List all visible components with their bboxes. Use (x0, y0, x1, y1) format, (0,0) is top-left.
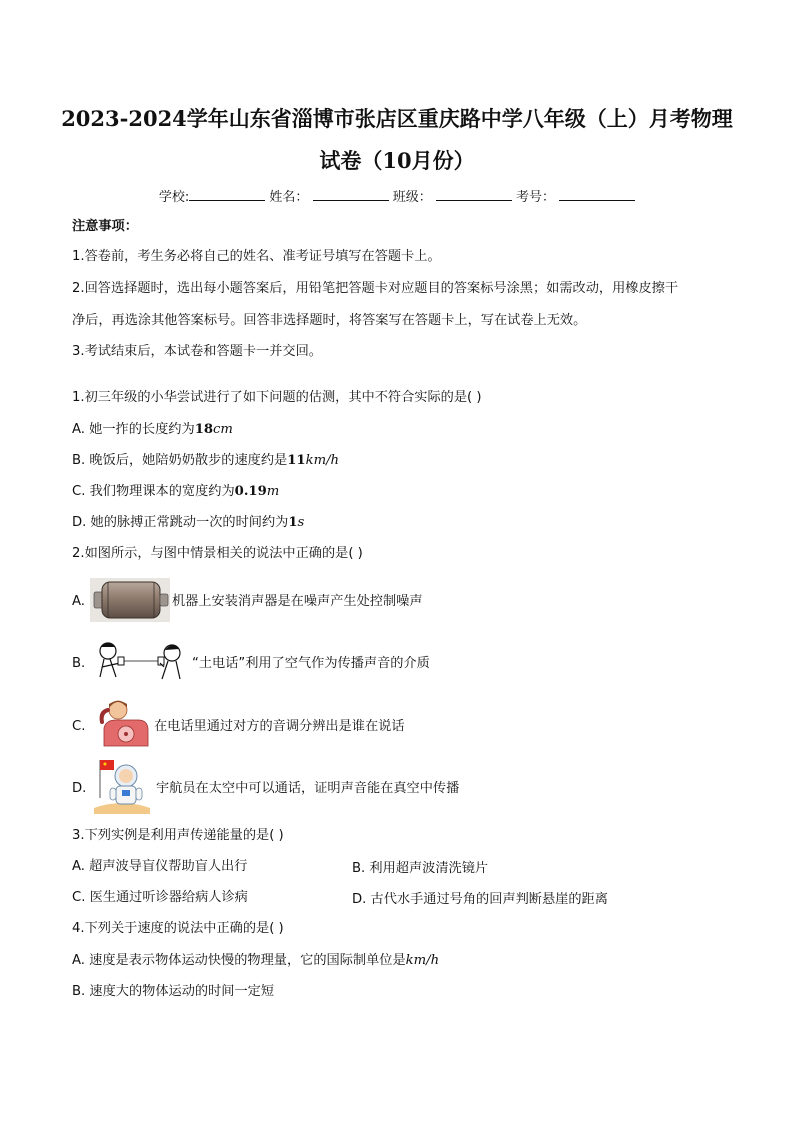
question-3-stem: 3.下列实例是利用声传递能量的是( ) (72, 828, 284, 843)
q1-option-c-value: 0.19 (234, 484, 267, 499)
q1-option-a-value: 18 (194, 422, 214, 437)
q3-option-d[interactable]: D. 古代水手通过号角的回声判断悬崖的距离 (352, 892, 608, 907)
q1-option-a-text: A. 她一拃的长度约为 (72, 422, 195, 437)
notice-item: 3.考试结束后，本试卷和答题卡一并交回。 (72, 344, 322, 359)
q1-option-b-text: B. 晚饭后，她陪奶奶散步的速度约是 (72, 453, 288, 468)
notice-item: 1.答卷前，考生务必将自己的姓名、准考证号填写在答题卡上。 (72, 249, 441, 264)
question-2-stem: 2.如图所示，与图中情景相关的说法中正确的是( ) (72, 546, 363, 561)
q1-option-a[interactable] (72, 420, 233, 440)
q1-option-d-unit: s (297, 515, 305, 530)
q4-option-a-text: A. 速度是表示物体运动快慢的物理量，它的国际制单位是 (72, 953, 406, 968)
q4-option-a[interactable] (72, 951, 439, 971)
q2-option-b-text[interactable]: “土电话”利用了空气作为传播声音的介质 (192, 656, 430, 671)
number-blank[interactable] (559, 188, 635, 201)
q2-option-c-text[interactable]: 在电话里通过对方的音调分辨出是谁在说话 (154, 719, 405, 734)
class-blank[interactable] (436, 188, 512, 201)
exam-title-line1: 2023-2024学年山东省淄博市张店区重庆路中学八年级（上）月考物理 (61, 106, 733, 131)
telephone-image (98, 698, 154, 752)
name-label: 姓名： (269, 190, 309, 205)
notice-item: 2.回答选择题时，选出每小题答案后，用铅笔把答题卡对应题目的答案标号涂黑；如需改动，用橡皮擦干 (72, 281, 679, 296)
q3-option-a[interactable]: A. 超声波导盲仪帮助盲人出行 (72, 859, 248, 874)
q1-option-b[interactable] (72, 451, 339, 471)
q1-option-c[interactable] (72, 482, 279, 502)
student-info-row (0, 186, 794, 205)
notice-item: 净后，再选涂其他答案标号。回答非选择题时，将答案写在答题卡上，写在试卷上无效。 (72, 313, 587, 328)
q1-option-d-text: D. 她的脉搏正常跳动一次的时间约为 (72, 515, 289, 530)
q1-option-b-value: 11 (287, 453, 306, 468)
class-label: 班级： (392, 190, 432, 205)
q1-option-d-value: 1 (288, 515, 298, 530)
q1-option-c-unit: m (266, 484, 280, 499)
q1-option-d[interactable] (72, 513, 304, 533)
tin-can-phone-image (94, 637, 184, 685)
q2-option-c-label: C. (72, 719, 86, 734)
q2-option-d-text[interactable]: 宇航员在太空中可以通话，证明声音能在真空中传播 (156, 781, 460, 796)
q1-option-b-unit: km/h (305, 453, 340, 468)
q3-option-c[interactable]: C. 医生通过听诊器给病人诊病 (72, 890, 248, 905)
q4-option-b[interactable]: B. 速度大的物体运动的时间一定短 (72, 984, 275, 999)
q2-option-d-label: D. (72, 781, 87, 796)
q3-option-b[interactable]: B. 利用超声波清洗镜片 (352, 861, 489, 876)
q1-option-a-unit: cm (213, 422, 233, 437)
name-blank[interactable] (313, 188, 389, 201)
school-label: 学校: (158, 190, 190, 205)
q2-option-a-label: A. (72, 594, 85, 609)
q4-option-a-unit: km/h (405, 953, 440, 968)
astronaut-image (92, 758, 152, 814)
number-label: 考号： (515, 190, 555, 205)
q1-option-c-text: C. 我们物理课本的宽度约为 (72, 484, 235, 499)
q2-option-b-label: B. (72, 656, 86, 671)
question-1-stem: 1.初三年级的小华尝试进行了如下问题的估测，其中不符合实际的是( ) (72, 390, 482, 405)
school-blank[interactable] (189, 188, 265, 201)
muffler-image (90, 578, 170, 622)
q2-option-a-text[interactable]: 机器上安装消声器是在噪声产生处控制噪声 (172, 594, 423, 609)
exam-title-line2: 试卷（10月份） (319, 148, 475, 173)
notice-heading: 注意事项： (72, 219, 138, 234)
question-4-stem: 4.下列关于速度的说法中正确的是( ) (72, 921, 284, 936)
